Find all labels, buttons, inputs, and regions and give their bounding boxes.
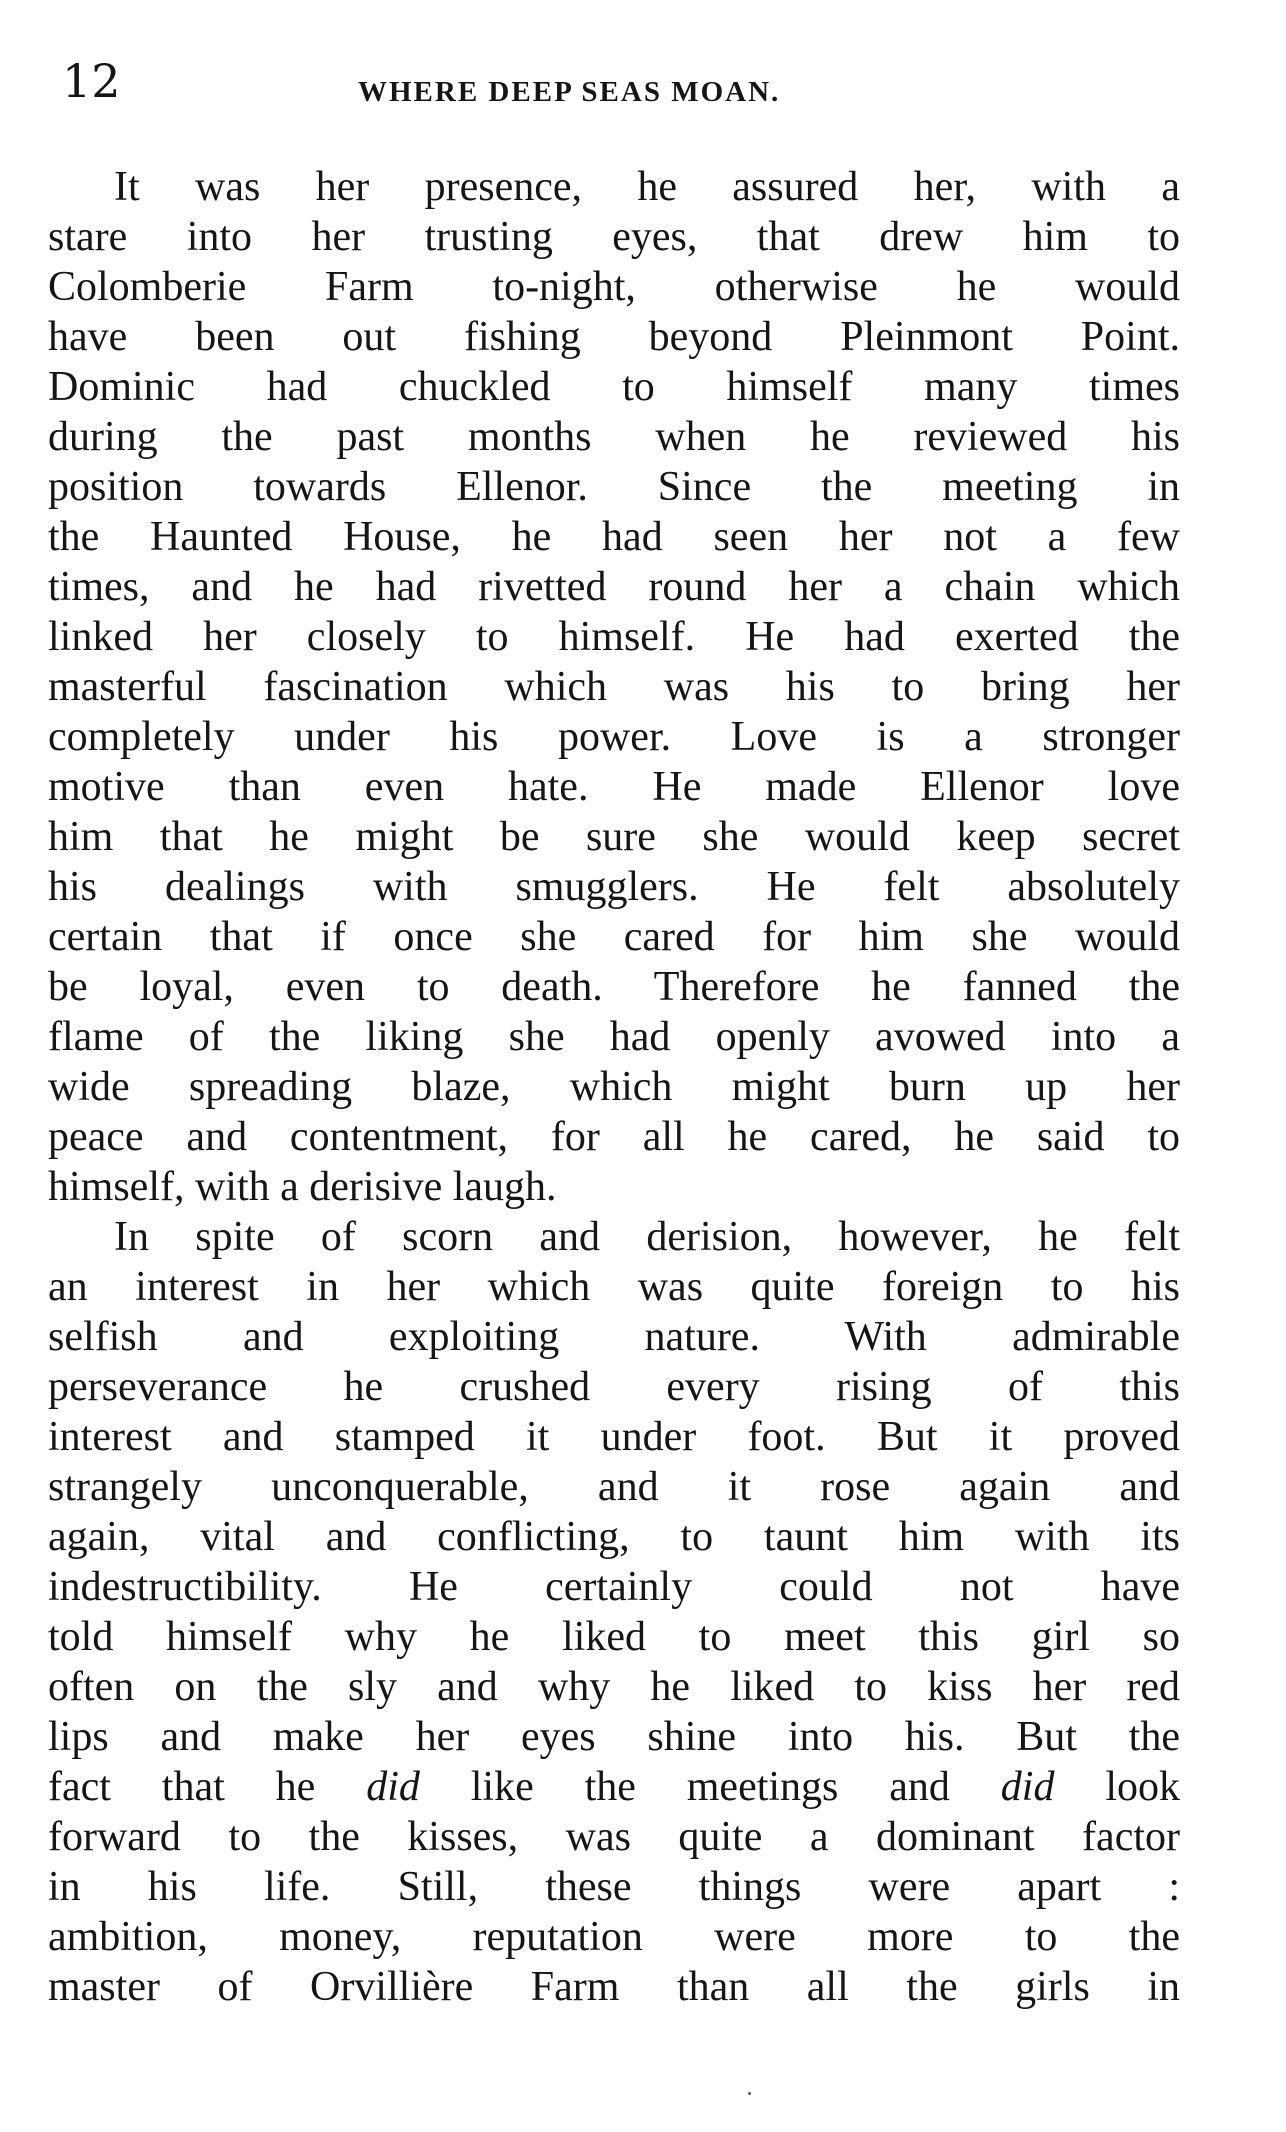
text-line: flame of the liking she had openly avowed into a <box>48 1014 1180 1060</box>
running-title: WHERE DEEP SEAS MOAN. <box>358 76 781 108</box>
text-line: masterful fascination which was his to bring her <box>48 664 1180 710</box>
text-line: an interest in her which was quite foreign to his <box>48 1264 1180 1310</box>
text-line: interest and stamped it under foot. But it proved <box>48 1414 1180 1460</box>
text-line: the Haunted House, he had seen her not a few <box>48 514 1180 560</box>
italic-word: did <box>366 1764 420 1810</box>
text-line: himself, with a derisive laugh. <box>48 1164 557 1210</box>
text-line: ambition, money, reputation were more to the <box>48 1914 1180 1960</box>
text-line: in his life. Still, these things were apart : <box>48 1864 1180 1910</box>
text-line: often on the sly and why he liked to kiss her red <box>48 1664 1180 1710</box>
text-run: like the meetings and <box>419 1764 1001 1810</box>
text-line: wide spreading blaze, which might burn up her <box>48 1064 1180 1110</box>
text-line-with-italics <box>48 1762 1180 1812</box>
text-line: strangely unconquerable, and it rose again and <box>48 1464 1180 1510</box>
text-line: lips and make her eyes shine into his. But the <box>48 1714 1180 1760</box>
text-line: certain that if once she cared for him she would <box>48 914 1180 960</box>
text-run: fact that he <box>48 1764 367 1810</box>
text-line: be loyal, even to death. Therefore he fanned the <box>48 964 1180 1010</box>
text-line: motive than even hate. He made Ellenor love <box>48 764 1180 810</box>
italic-word: did <box>1000 1764 1055 1810</box>
text-line: have been out fishing beyond Pleinmont Point. <box>48 314 1180 360</box>
text-line: master of Orvillière Farm than all the girls in <box>48 1964 1180 2010</box>
text-line: his dealings with smugglers. He felt absolutely <box>48 864 1180 910</box>
text-line: indestructibility. He certainly could not have <box>48 1564 1180 1610</box>
text-line: told himself why he liked to meet this girl so <box>48 1614 1180 1660</box>
text-line: completely under his power. Love is a stronger <box>48 714 1180 760</box>
text-line: Colomberie Farm to-night, otherwise he would <box>48 264 1180 310</box>
text-line: times, and he had rivetted round her a chain which <box>48 564 1180 610</box>
text-line: stare into her trusting eyes, that drew him to <box>48 214 1180 260</box>
text-line: Dominic had chuckled to himself many times <box>48 364 1180 410</box>
page-number: 12 <box>62 54 121 108</box>
text-line: peace and contentment, for all he cared, he said to <box>48 1114 1180 1160</box>
text-line: during the past months when he reviewed his <box>48 414 1180 460</box>
text-line: perseverance he crushed every rising of this <box>48 1364 1180 1410</box>
paper-speck <box>748 2092 751 2095</box>
text-line: selfish and exploiting nature. With admirable <box>48 1314 1180 1360</box>
text-line: It was her presence, he assured her, with a <box>114 164 1180 210</box>
text-line: forward to the kisses, was quite a dominant factor <box>48 1814 1180 1860</box>
text-line: him that he might be sure she would keep secret <box>48 814 1180 860</box>
text-line: again, vital and conflicting, to taunt him with its <box>48 1514 1180 1560</box>
text-run: look <box>1054 1764 1181 1810</box>
text-line: In spite of scorn and derision, however, he felt <box>114 1214 1180 1260</box>
text-line: linked her closely to himself. He had exerted the <box>48 614 1180 660</box>
text-line: position towards Ellenor. Since the meeting in <box>48 464 1180 510</box>
body-text <box>48 162 1180 2012</box>
